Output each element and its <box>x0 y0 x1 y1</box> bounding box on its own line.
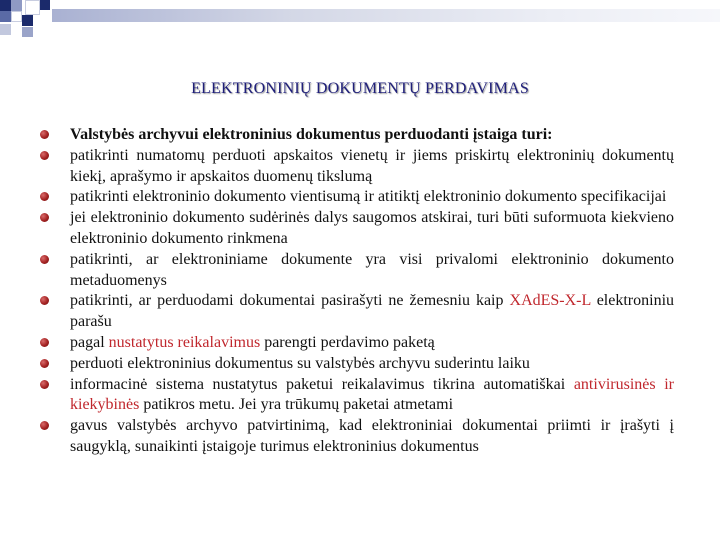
decor-square <box>22 27 33 37</box>
item-text: perduoti elektroninius dokumentus su valstybės archyvu suderintu laiku <box>70 354 530 372</box>
list-item <box>40 146 674 188</box>
decor-square <box>40 0 50 10</box>
list-item <box>40 416 674 458</box>
item-text: patikrinti, ar elektroniniame dokumente yra visi privalomi elektroninio dokumento metaduomenys <box>70 250 674 289</box>
decor-square <box>0 24 11 35</box>
list-item <box>40 375 674 417</box>
bullet-icon <box>40 192 49 201</box>
decor-square <box>0 11 11 22</box>
list-item <box>40 291 674 333</box>
bullet-icon <box>40 151 49 160</box>
item-text: jei elektroninio dokumento sudėrinės dalys saugomos atskirai, turi būti suformuota kiekvieno elektroninio dokumento rinkmena <box>70 209 674 247</box>
list-item <box>40 354 674 375</box>
decor-stripe <box>52 9 720 22</box>
decor-square <box>11 0 22 11</box>
item-text-post: parengti perdavimo paketą <box>260 333 435 351</box>
bullet-icon <box>40 130 49 139</box>
item-text-pre: patikrinti, ar perduodami dokumentai pasirašyti ne žemesniu kaip <box>70 292 510 310</box>
item-text-pre: informacinė sistema nustatytus paketui reikalavimus tikrina automatiškai <box>70 375 574 393</box>
bullet-list <box>40 125 674 458</box>
item-text-pre: pagal <box>70 333 109 351</box>
item-text-post: elektroniniu parašu <box>70 292 675 331</box>
item-text-post: patikros metu. Jei yra trūkumų paketai atmetami <box>139 396 454 414</box>
item-text: patikrinti elektroninio dokumento vientisumą ir atitiktį elektroninio dokumento specifikacijai <box>70 188 667 206</box>
bullet-icon <box>40 296 49 305</box>
bullet-icon <box>40 338 49 347</box>
decor-square <box>25 0 40 15</box>
list-item <box>40 187 674 208</box>
bullet-icon <box>40 359 49 368</box>
page-title: ELEKTRONINIŲ DOKUMENTŲ PERDAVIMAS <box>191 80 529 97</box>
bullet-icon <box>40 255 49 264</box>
bullet-icon <box>40 213 49 222</box>
bullet-icon <box>40 421 49 430</box>
list-item <box>40 333 674 354</box>
decor-square <box>11 11 22 22</box>
decor-square <box>22 15 33 26</box>
list-item <box>40 125 674 146</box>
list-item <box>40 208 674 250</box>
checks-highlight: antivirusinės ir kiekybinės <box>70 375 674 414</box>
list-item <box>40 250 674 292</box>
item-text: Valstybės archyvui elektroninius dokumentus perduodanti įstaiga turi: <box>70 126 553 143</box>
decor-square <box>0 0 11 11</box>
bullet-icon <box>40 380 49 389</box>
item-text: gavus valstybės archyvo patvirtinimą, kad elektroniniai dokumentai priimti ir įrašyti į saugyklą, sunaikinti įstaigoje turimus elektroninius dokumentus <box>70 417 674 455</box>
item-text: patikrinti numatomų perduoti apskaitos vienetų ir jiems priskirtų elektroninių dokumentų kiekį, aprašymo ir apskaitos duomenų tikslumą <box>70 146 674 185</box>
signature-format-highlight: XAdES-X-L <box>509 292 591 310</box>
requirements-highlight: nustatytus reikalavimus <box>108 333 261 351</box>
corner-decoration <box>0 0 720 40</box>
